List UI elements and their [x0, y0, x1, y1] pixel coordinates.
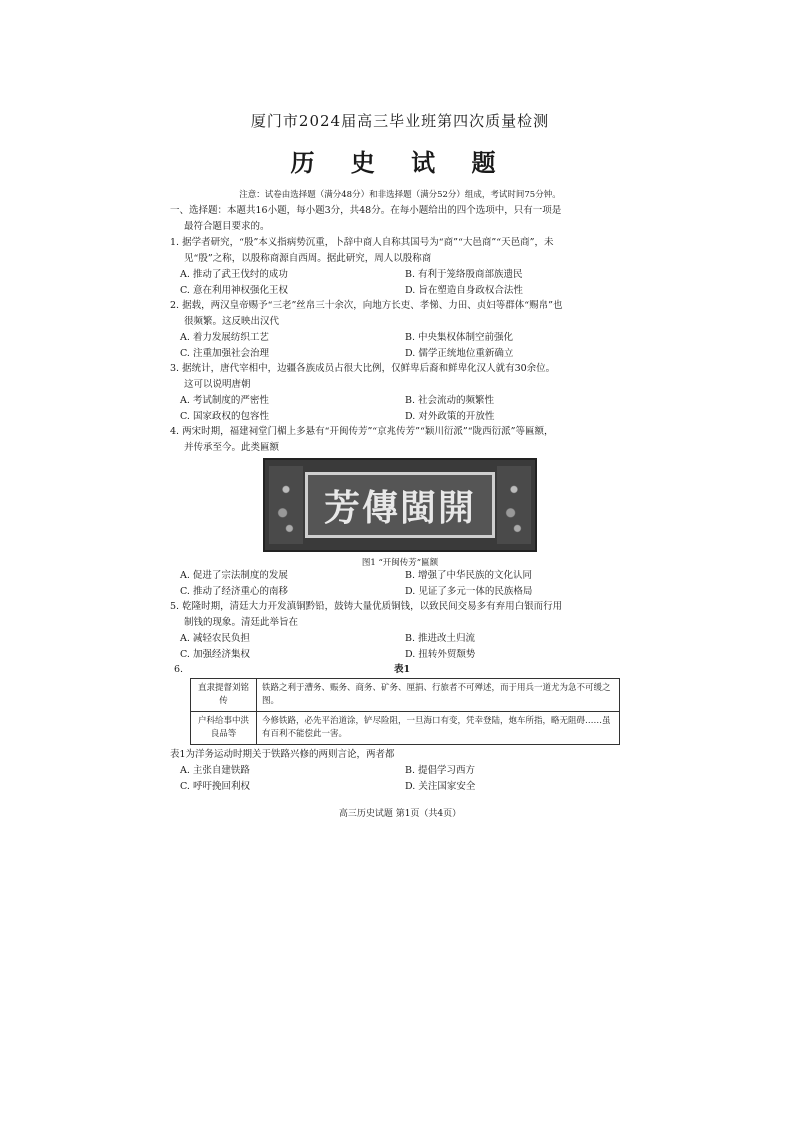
option: C. 注重加强社会治理 [180, 347, 269, 359]
dragon-carving-right [497, 466, 531, 544]
table-title: 表1 [393, 664, 411, 675]
options [170, 393, 630, 424]
table-cell-quote: 铁路之利于漕务、赈务、商务、矿务、厘捐、行旅者不可殚述，而于用兵一道尤为急不可缓之图。 [257, 679, 620, 712]
option: B. 有利于笼络殷商部族遗民 [405, 269, 523, 280]
question-line: 5. 乾隆时期，清廷大力开发滇铜黔铅，鼓铸大量优质铜钱，以致民间交易多有弃用白银而行用 [170, 601, 563, 612]
plaque-text: 芳傳閩開 [323, 486, 476, 529]
question-number: 6. [174, 664, 184, 675]
question-6 [170, 662, 630, 794]
question-2 [170, 298, 630, 361]
question-4 [170, 424, 630, 599]
option: B. 增强了中华民族的文化认同 [405, 570, 533, 581]
option: D. 儒学正统地位重新确立 [405, 347, 514, 359]
table-cell-quote: 今修铁路，必先平治道涂，铲尽险阻，一旦海口有变，凭幸登陆，炮车所指，略无阻碍……虽有百利不能偿此一害。 [257, 712, 620, 745]
option: D. 旨在塑造自身政权合法性 [405, 284, 523, 296]
option: A. 减轻农民负担 [180, 633, 250, 644]
option: C. 加强经济集权 [180, 648, 250, 660]
options [170, 568, 630, 599]
option: C. 国家政权的包容性 [180, 410, 269, 422]
page-footer: 高三历史试题 第1页（共4页） [338, 809, 462, 819]
option: A. 考试制度的严密性 [180, 395, 269, 406]
question-line: 这可以说明唐朝 [184, 379, 251, 390]
option: B. 推进改土归流 [405, 633, 476, 644]
section-line: 一、选择题：本题共16小题，每小题3分，共48分。在每小题给出的四个选项中，只有一项是 [170, 205, 562, 216]
question-5 [170, 599, 630, 662]
section-one-instructions [170, 203, 630, 235]
option: D. 对外政策的开放性 [405, 410, 495, 422]
option: A. 着力发展纺织工艺 [180, 332, 269, 343]
option: C. 呼吁挽回利权 [180, 780, 250, 792]
question-line: 见“殷”之称，以殷称商源自西周。据此研究，周人以殷称商 [184, 253, 432, 264]
question-line: 1. 据学者研究，“殷”本义指病势沉重，卜辞中商人自称其国号为“商”“大邑商”“天邑商”，未 [170, 237, 554, 248]
option: B. 社会流动的频繁性 [405, 395, 495, 406]
option: A. 促进了宗法制度的发展 [180, 570, 288, 581]
option: C. 推动了经济重心的南移 [180, 585, 288, 597]
subject-title: 历 史 试 题 [290, 148, 510, 177]
options [170, 330, 630, 361]
table-row [191, 679, 620, 712]
exam-page [170, 108, 630, 819]
question-1 [170, 235, 630, 298]
option: A. 推动了武王伐纣的成功 [180, 269, 288, 280]
plaque-panel [305, 472, 495, 538]
table-cell-speaker: 直隶提督刘铭传 [191, 679, 257, 712]
option: B. 提倡学习西方 [405, 765, 476, 776]
option: C. 意在利用神权强化王权 [180, 284, 288, 296]
table-row [191, 712, 620, 745]
exam-notice: 注意：试卷由选择题（满分48分）和非选择题（满分52分）组成，考试时间75分钟。 [239, 190, 561, 200]
option: D. 见证了多元一体的民族格局 [405, 585, 533, 597]
table-cell-speaker: 户科给事中洪良品等 [191, 712, 257, 745]
figure-caption: 图1 “开闽传芳”匾额 [361, 558, 439, 568]
options [170, 763, 630, 794]
question-stem: 表1为洋务运动时期关于铁路兴修的两则言论，两者都 [170, 749, 395, 760]
option: B. 中央集权体制空前强化 [405, 332, 514, 343]
question-line: 很频繁。这反映出汉代 [184, 316, 280, 327]
options [170, 631, 630, 662]
question-3 [170, 361, 630, 424]
exam-title: 厦门市2024届高三毕业班第四次质量检测 [250, 112, 550, 130]
plaque-image [263, 458, 537, 552]
option: D. 扭转外贸颓势 [405, 648, 476, 660]
question-6-header [170, 662, 630, 678]
option: A. 主张自建铁路 [180, 765, 250, 776]
question-line: 并传承至今。此类匾额 [184, 442, 280, 453]
option: D. 关注国家安全 [405, 780, 476, 792]
table-1 [190, 678, 620, 745]
options [170, 267, 630, 298]
question-line: 4. 两宋时期，福建祠堂门楣上多悬有“开闽传芳”“京兆传芳”“颖川衍派”“陇西衍派”等匾额， [170, 426, 554, 437]
dragon-carving-left [269, 466, 303, 544]
figure-1 [170, 458, 630, 552]
question-line: 3. 据统计，唐代宰相中，边疆各族成员占很大比例，仅鲜卑后裔和鲜卑化汉人就有30余位。 [170, 363, 556, 374]
question-line: 制钱的现象。清廷此举旨在 [184, 617, 299, 628]
question-line: 2. 据载，两汉皇帝赐予“三老”丝帛三十余次，向地方长吏、孝悌、力田、贞妇等群体“赐帛”也 [170, 300, 563, 311]
section-line: 最符合题目要求的。 [184, 221, 270, 232]
